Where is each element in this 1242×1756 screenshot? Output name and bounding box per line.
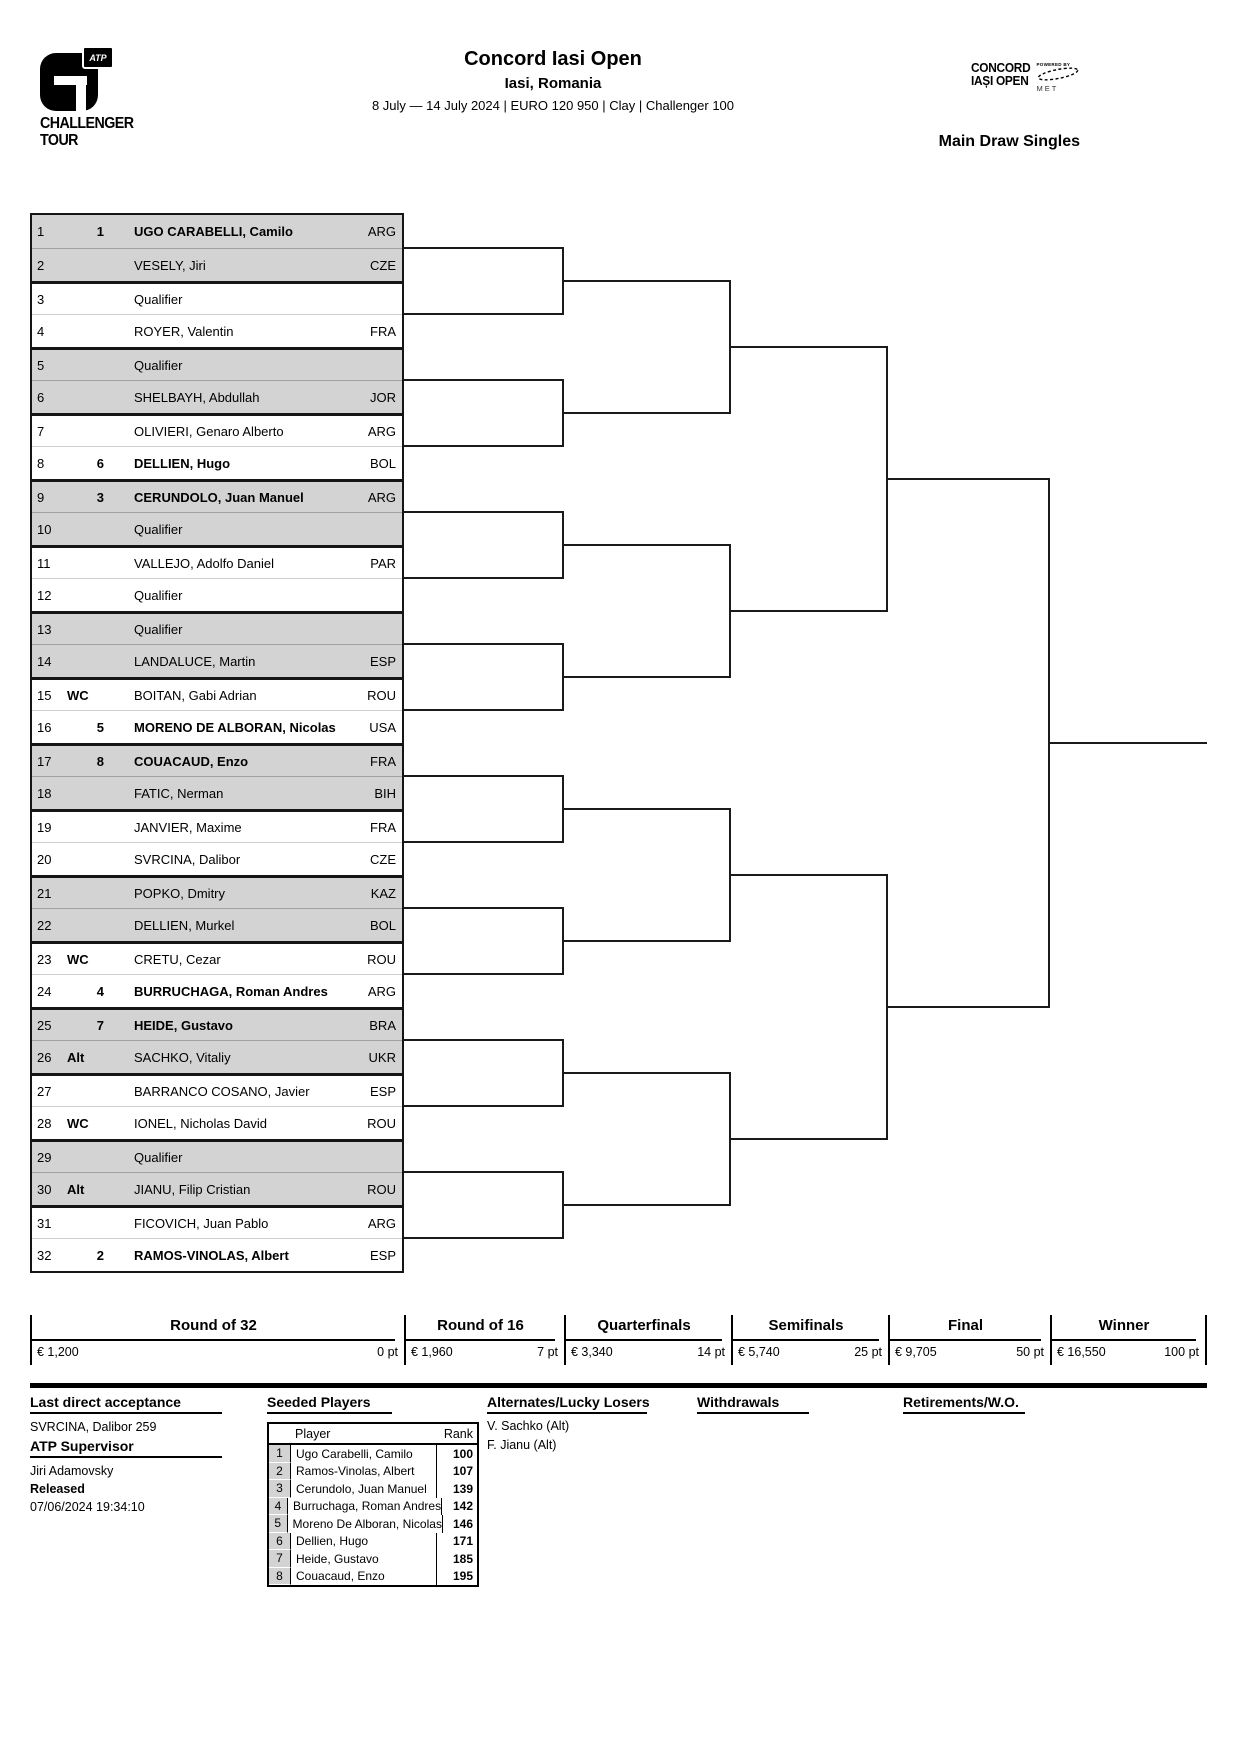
seed-number: 1 [96,224,104,239]
draw-position: 20 [37,851,52,867]
seeded-player-row [269,1498,477,1516]
last-direct-acceptance-value: SVRCINA, Dalibor 259 [30,1420,157,1434]
bracket-row [32,1073,402,1106]
bracket-row [32,809,402,842]
section-divider-rule [30,1383,1207,1388]
seeded-player-row [269,1463,477,1481]
player-name: Qualifier [134,291,183,307]
title-underline [267,1412,392,1414]
draw-position: 9 [37,489,45,505]
bracket-row [32,248,402,281]
player-name: LANDALUCE, Martin [134,653,256,669]
player-name: JIANU, Filip Cristian [134,1181,251,1197]
title-underline [903,1412,1025,1414]
entry-status: WC [67,687,89,703]
seeded-player-row [269,1550,477,1568]
player-country: BRA [369,1017,396,1033]
seeded-player-name: Cerundolo, Juan Manuel [291,1480,437,1498]
concord-iasi-open-logo [971,62,1082,93]
player-name: IONEL, Nicholas David [134,1115,267,1131]
round-column [30,1315,404,1365]
tournament-header [78,48,1031,113]
round-points: 25 pt [854,1345,882,1359]
player-country: ARG [367,224,396,239]
player-name: Qualifier [134,587,183,603]
bracket-row [32,644,402,677]
seed-number: 5 [269,1515,288,1533]
round-column [404,1315,564,1365]
bracket-row [32,743,402,776]
player-name: ROYER, Valentin [134,323,234,339]
tournament-details: 8 July — 14 July 2024 | EURO 120 950 | Clay | Challenger 100 [371,98,735,113]
player-country: ROU [367,951,396,967]
match-winner-line [404,511,564,513]
bracket-row [32,314,402,347]
draw-position: 7 [37,423,45,439]
last-direct-acceptance-section [30,1394,222,1514]
bracket-row [32,413,402,446]
retirements-title: Retirements/W.O. [903,1394,1019,1410]
round-prize: € 9,705 [895,1345,937,1359]
round-values [733,1341,888,1365]
seed-number: 5 [96,719,104,735]
seeded-player-rank: 100 [452,1446,473,1461]
alternates-list [487,1419,650,1452]
bracket-row [32,1139,402,1172]
seeded-player-rank: 185 [452,1551,473,1566]
player-country: BOL [369,917,396,933]
rank-column-header: Rank [443,1426,473,1441]
match-winner-line [564,808,731,810]
logo-tour-text: TOUR [40,132,78,149]
round-name: Semifinals [733,1315,879,1341]
draw-position: 1 [37,224,45,239]
round-values [32,1341,404,1365]
seeded-player-name: Ugo Carabelli, Camilo [291,1445,437,1463]
round-column [1050,1315,1207,1365]
match-winner-line [731,1138,888,1140]
round-column [564,1315,731,1365]
match-winner-line [1050,742,1207,744]
alternates-title: Alternates/Lucky Losers [487,1394,650,1410]
draw-position: 24 [37,983,52,999]
round-values [406,1341,564,1365]
seeded-player-name: Burruchaga, Roman Andres [288,1498,442,1516]
seed-number: 7 [96,1017,104,1033]
draw-position: 30 [37,1181,52,1197]
bracket-row [32,1172,402,1205]
title-underline [697,1412,809,1414]
match-winner-line [564,1204,731,1206]
round-name: Winner [1052,1315,1196,1341]
player-name: Qualifier [134,1149,183,1165]
player-name: VALLEJO, Adolfo Daniel [134,555,274,571]
player-country: ESP [369,1083,396,1099]
bracket-row [32,710,402,743]
seeded-player-row [269,1445,477,1463]
player-column-header: Player [295,1426,331,1441]
draw-position: 14 [37,653,52,669]
seeded-player-row [269,1480,477,1498]
player-country: KAZ [370,885,396,901]
bracket-row [32,1205,402,1238]
seeded-player-name: Couacaud, Enzo [291,1568,437,1586]
event-logo-met [1036,62,1082,93]
player-country: ESP [369,653,396,669]
bracket-row [32,1238,402,1271]
round-points: 50 pt [1016,1345,1044,1359]
seed-number: 2 [269,1463,291,1481]
bracket-row [32,974,402,1007]
tournament-title: Concord Iasi Open [464,48,642,70]
match-winner-line [731,346,888,348]
round-name: Round of 32 [32,1315,395,1341]
seeded-player-rank: 139 [452,1481,473,1496]
event-logo-line2: IAȘI OPEN [971,74,1029,88]
player-name: DELLIEN, Hugo [134,455,231,471]
round-points: 100 pt [1164,1345,1199,1359]
rounds-prize-table [30,1315,1207,1365]
player-name: CRETU, Cezar [134,951,221,967]
match-winner-line [404,445,564,447]
withdrawals-section [697,1394,809,1414]
bracket-row [32,611,402,644]
bracket-row [32,479,402,512]
event-logo-text [971,62,1033,88]
match-winner-line [564,280,731,282]
draw-position: 6 [37,389,45,405]
met-label: MET [1036,84,1059,93]
bracket-row [32,578,402,611]
seeded-player-name: Heide, Gustavo [291,1550,437,1568]
player-country: FRA [370,819,396,835]
player-name: POPKO, Dmitry [134,885,226,901]
match-winner-line [404,577,564,579]
round-name: Round of 16 [406,1315,555,1341]
draw-position: 25 [37,1017,52,1033]
bracket-row [32,281,402,314]
bracket-row [32,545,402,578]
match-winner-line [404,643,564,645]
player-name: DELLIEN, Murkel [134,917,235,933]
seeded-player-rank: 146 [452,1516,473,1531]
round-column [731,1315,888,1365]
logo-challenger-text: CHALLENGER [40,115,134,132]
seed-number: 6 [96,455,104,471]
seed-number: 1 [269,1445,291,1463]
title-underline [30,1456,222,1458]
title-underline [30,1412,222,1414]
player-country: ESP [369,1247,396,1263]
draw-title: Main Draw Singles [938,133,1080,150]
match-winner-line [731,610,888,612]
last-direct-acceptance-title: Last direct acceptance [30,1394,181,1410]
bracket-row [32,875,402,908]
bracket-row [32,1106,402,1139]
round-prize: € 5,740 [738,1345,780,1359]
match-winner-line [404,775,564,777]
player-name: FICOVICH, Juan Pablo [134,1215,269,1231]
seeded-player-row [269,1515,477,1533]
seed-number: 4 [96,983,104,999]
released-datetime: 07/06/2024 19:34:10 [30,1500,145,1514]
draw-position: 8 [37,455,45,471]
match-winner-line [404,247,564,249]
atp-supervisor-title: ATP Supervisor [30,1438,134,1454]
round-values [1052,1341,1205,1365]
seeded-player-name: Moreno De Alboran, Nicolas [288,1515,443,1533]
player-country: UKR [368,1049,396,1065]
match-winner-line [564,940,731,942]
atp-badge: ATP [82,46,114,69]
round-prize: € 1,200 [37,1345,79,1359]
draw-position: 11 [37,555,51,571]
player-name: Qualifier [134,521,183,537]
match-winner-line [404,1237,564,1239]
draw-position: 27 [37,1083,52,1099]
player-name: FATIC, Nerman [134,785,224,801]
title-underline [487,1412,647,1414]
player-country: FRA [370,323,396,339]
event-logo-line1: CONCORD [971,61,1031,75]
bracket-row [32,677,402,710]
entry-status: Alt [67,1049,85,1065]
round-prize: € 3,340 [571,1345,613,1359]
match-winner-line [564,676,731,678]
seed-number: 4 [269,1498,288,1516]
player-country: JOR [370,389,396,405]
round-values [566,1341,731,1365]
seeded-players-header-row [269,1424,477,1445]
round-prize: € 1,960 [411,1345,453,1359]
match-winner-line [404,1039,564,1041]
round-points: 7 pt [537,1345,558,1359]
player-name: RAMOS-VINOLAS, Albert [134,1247,289,1263]
player-country: ARG [367,423,396,439]
match-winner-line [888,1006,1050,1008]
match-winner-line [404,313,564,315]
player-country: USA [369,719,396,735]
match-winner-line [888,478,1050,480]
seeded-players-rows [269,1445,477,1585]
player-name: BURRUCHAGA, Roman Andres [134,983,328,999]
player-name: SVRCINA, Dalibor [134,851,241,867]
draw-position: 29 [37,1149,52,1165]
draw-position: 19 [37,819,52,835]
bracket-row [32,776,402,809]
entry-status: WC [67,951,89,967]
player-country: BOL [369,455,396,471]
player-name: Qualifier [134,357,183,373]
seeded-player-name: Ramos-Vinolas, Albert [291,1463,437,1481]
bracket-row [32,380,402,413]
draw-position: 12 [37,587,52,603]
draw-position: 5 [37,357,45,373]
draw-position: 3 [37,291,45,307]
draw-position: 32 [37,1247,52,1263]
round-of-32-table [30,213,404,1273]
match-winner-line [564,412,731,414]
seed-number: 3 [269,1480,291,1498]
player-name: Qualifier [134,621,183,637]
bracket-row [32,512,402,545]
seeded-players-table [267,1422,479,1587]
player-name: UGO CARABELLI, Camilo [134,224,293,239]
round-name: Final [890,1315,1041,1341]
seed-number: 2 [96,1247,104,1263]
seed-number: 8 [96,753,104,769]
match-winner-line [404,973,564,975]
player-name: SACHKO, Vitaliy [134,1049,231,1065]
entry-status: WC [67,1115,89,1131]
draw-position: 28 [37,1115,52,1131]
bracket-row [32,1040,402,1073]
player-country: FRA [370,753,396,769]
bracket-row [32,215,402,248]
match-winner-line [564,544,731,546]
round-column [888,1315,1050,1365]
player-country: PAR [370,555,396,571]
draw-position: 31 [37,1215,52,1231]
bracket-row [32,446,402,479]
player-name: VESELY, Jiri [134,257,206,273]
round-points: 0 pt [377,1345,398,1359]
match-winner-line [404,1105,564,1107]
player-name: CERUNDOLO, Juan Manuel [134,489,304,505]
alternate-player: V. Sachko (Alt) [487,1419,570,1433]
draw-position: 26 [37,1049,52,1065]
player-country: CZE [370,257,396,273]
seeded-player-rank: 107 [452,1464,473,1479]
match-winner-line [564,1072,731,1074]
player-country: ROU [367,1115,396,1131]
draw-position: 22 [37,917,52,933]
player-country: ARG [367,983,396,999]
alternates-section [487,1394,650,1452]
draw-position: 4 [37,323,45,339]
draw-position: 2 [37,257,45,273]
powered-by-label: POWERED BY [1036,62,1071,67]
player-name: HEIDE, Gustavo [134,1017,233,1033]
player-country: ROU [367,1181,396,1197]
player-name: BOITAN, Gabi Adrian [134,687,257,703]
player-name: OLIVIERI, Genaro Alberto [134,423,284,439]
seeded-players-section [267,1394,479,1587]
seed-number: 3 [96,489,104,505]
match-winner-line [731,874,888,876]
draw-position: 13 [37,621,52,637]
player-name: JANVIER, Maxime [134,819,242,835]
draw-position: 16 [37,719,52,735]
bracket-row [32,1007,402,1040]
round-prize: € 16,550 [1057,1345,1106,1359]
seeded-player-rank: 195 [452,1569,473,1584]
draw-position: 17 [37,753,52,769]
player-country: ARG [367,489,396,505]
draw-position: 21 [37,885,52,901]
player-name: BARRANCO COSANO, Javier [134,1083,310,1099]
tournament-location: Iasi, Romania [504,75,602,92]
seeded-player-rank: 142 [452,1499,473,1514]
round-name: Quarterfinals [566,1315,722,1341]
match-winner-line [404,841,564,843]
seeded-players-title: Seeded Players [267,1394,371,1410]
bracket-row [32,347,402,380]
match-winner-line [404,907,564,909]
player-country: ARG [367,1215,396,1231]
released-label: Released [30,1482,85,1496]
seeded-player-rank: 171 [452,1534,473,1549]
player-name: SHELBAYH, Abdullah [134,389,260,405]
seeded-player-name: Dellien, Hugo [291,1533,437,1551]
match-winner-line [404,1171,564,1173]
player-country: BIH [374,785,396,801]
draw-position: 23 [37,951,52,967]
round-points: 14 pt [697,1345,725,1359]
match-winner-line [404,709,564,711]
alternate-player: F. Jianu (Alt) [487,1438,557,1452]
supervisor-name: Jiri Adamovsky [30,1464,114,1478]
bracket-row [32,908,402,941]
retirements-section [903,1394,1025,1414]
bracket-row [32,941,402,974]
withdrawals-title: Withdrawals [697,1394,780,1410]
seeded-player-row [269,1568,477,1586]
player-country: ROU [367,687,396,703]
draw-position: 10 [37,521,52,537]
entry-status: Alt [67,1181,85,1197]
draw-position: 18 [37,785,52,801]
seeded-player-row [269,1533,477,1551]
seed-number: 8 [269,1568,291,1586]
bracket-row [32,842,402,875]
player-name: MORENO DE ALBORAN, Nicolas [134,719,336,735]
seed-number: 7 [269,1550,291,1568]
seed-number: 6 [269,1533,291,1551]
draw-position: 15 [37,687,52,703]
met-swoosh-icon [1036,67,1080,82]
player-country: CZE [370,851,396,867]
player-name: COUACAUD, Enzo [134,753,249,769]
match-winner-line [404,379,564,381]
round-values [890,1341,1050,1365]
